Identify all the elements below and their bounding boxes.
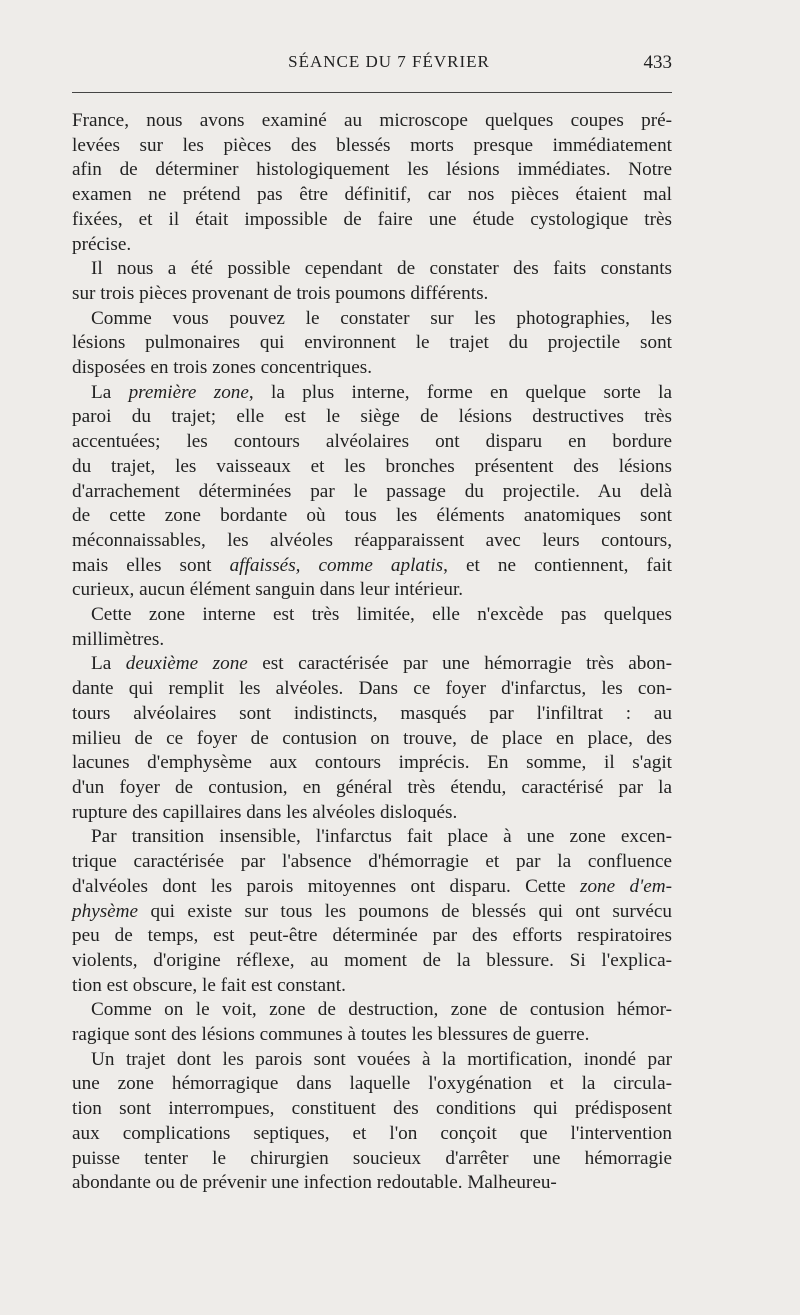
text-line: d'arrachement déterminées par le passage du projectile. Au delà bbox=[72, 480, 672, 502]
text-line: puisse tenter le chirurgien soucieux d'arrêter une hémorragie bbox=[72, 1147, 672, 1169]
italic-term: deuxième zone bbox=[125, 653, 248, 675]
text-line: Par transition insensible, l'infarctus fait place à une zone excen- bbox=[91, 826, 672, 848]
paragraph bbox=[72, 109, 672, 257]
text-line: Comme vous pouvez le constater sur les photographies, les bbox=[91, 307, 672, 329]
text-line: lacunes d'emphysème aux contours imprécis. En somme, il s'agit bbox=[72, 752, 672, 774]
page-number: 433 bbox=[643, 52, 672, 73]
text-line: afin de déterminer histologiquement les lésions immédiates. Notre bbox=[72, 159, 672, 181]
text-line: Il nous a été possible cependant de constater des faits constants bbox=[91, 258, 672, 280]
text-line: La deuxième zone est caractérisée par une hémorragie très abon- bbox=[91, 653, 672, 675]
italic-term: première zone bbox=[128, 381, 249, 403]
text-line: accentuées; les contours alvéolaires ont disparu en bordure bbox=[72, 431, 672, 453]
text-line: millimètres. bbox=[72, 628, 165, 650]
text-line: rupture des capillaires dans les alvéoles disloqués. bbox=[72, 801, 458, 823]
paragraph bbox=[72, 257, 672, 306]
text-line: sur trois pièces provenant de trois poumons différents. bbox=[72, 282, 489, 304]
text-line: tion est obscure, le fait est constant. bbox=[72, 974, 346, 996]
text-line: dante qui remplit les alvéoles. Dans ce foyer d'infarctus, les con- bbox=[72, 678, 672, 700]
text-line: tours alvéolaires sont indistincts, masqués par l'infiltrat : au bbox=[72, 702, 672, 724]
body-text bbox=[72, 109, 672, 1196]
italic-term: zone d'em- bbox=[579, 875, 672, 897]
text-line: fixées, et il était impossible de faire une étude cystologique très bbox=[72, 208, 672, 230]
running-title: SÉANCE DU 7 FÉVRIER bbox=[288, 52, 490, 71]
text-line: curieux, aucun élément sanguin dans leur intérieur. bbox=[72, 579, 464, 601]
text-line: peu de temps, est peut-être déterminée par des efforts respiratoires bbox=[72, 925, 672, 947]
text-line: physème qui existe sur tous les poumons de blessés qui ont survécu bbox=[72, 900, 672, 922]
text-line: d'alvéoles dont les parois mitoyennes ont disparu. Cette zone d'em- bbox=[72, 875, 672, 897]
text-line: du trajet, les vaisseaux et les bronches présentent des lésions bbox=[72, 455, 672, 477]
paragraph bbox=[72, 307, 672, 381]
paragraph bbox=[72, 381, 672, 603]
text-line: violents, d'origine réflexe, au moment de la blessure. Si l'explica- bbox=[72, 949, 672, 971]
text-line: Un trajet dont les parois sont vouées à la mortification, inondé par bbox=[91, 1048, 672, 1070]
text-line: d'un foyer de contusion, en général très étendu, caractérisé par la bbox=[72, 776, 672, 798]
text-line: mais elles sont affaissés, comme aplatis, et ne contiennent, fait bbox=[72, 554, 673, 576]
text-line: examen ne prétend pas être définitif, car nos pièces étaient mal bbox=[72, 184, 672, 206]
text-line: ragique sont des lésions communes à toutes les blessures de guerre. bbox=[72, 1024, 590, 1046]
header-rule bbox=[72, 92, 672, 93]
text-line: levées sur les pièces des blessés morts presque immédiatement bbox=[72, 134, 672, 156]
text-line: une zone hémorragique dans laquelle l'oxygénation et la circula- bbox=[72, 1073, 672, 1095]
paragraph bbox=[72, 825, 672, 998]
text-line: abondante ou de prévenir une infection redoutable. Malheureu- bbox=[72, 1172, 557, 1194]
text-line: Comme on le voit, zone de destruction, zone de contusion hémor- bbox=[91, 999, 672, 1021]
text-line: de cette zone bordante où tous les éléments anatomiques sont bbox=[72, 505, 672, 527]
text-line: aux complications septiques, et l'on conçoit que l'intervention bbox=[72, 1122, 672, 1144]
text-line: milieu de ce foyer de contusion on trouve, de place en place, des bbox=[72, 727, 672, 749]
paragraph bbox=[72, 652, 672, 825]
text-line: paroi du trajet; elle est le siège de lésions destructives très bbox=[72, 406, 672, 428]
text-line: Cette zone interne est très limitée, elle n'excède pas quelques bbox=[91, 604, 672, 626]
page-header bbox=[72, 52, 672, 76]
paragraph bbox=[72, 603, 672, 652]
italic-term: affaissés, comme aplatis bbox=[229, 554, 444, 576]
text-line: trique caractérisée par l'absence d'hémorragie et par la confluence bbox=[72, 851, 672, 873]
text-line: précise. bbox=[72, 233, 132, 255]
text-line: méconnaissables, les alvéoles réapparaissent avec leurs contours, bbox=[72, 529, 672, 551]
text-line: La première zone, la plus interne, forme en quelque sorte la bbox=[91, 381, 672, 403]
text-line: lésions pulmonaires qui environnent le trajet du projectile sont bbox=[72, 332, 672, 354]
text-line: disposées en trois zones concentriques. bbox=[72, 357, 372, 379]
text-line: France, nous avons examiné au microscope quelques coupes pré- bbox=[72, 110, 672, 131]
paragraph bbox=[72, 1048, 672, 1196]
italic-term: physème bbox=[72, 900, 139, 922]
text-line: tion sont interrompues, constituent des conditions qui prédisposent bbox=[72, 1098, 672, 1120]
paragraph bbox=[72, 998, 672, 1047]
